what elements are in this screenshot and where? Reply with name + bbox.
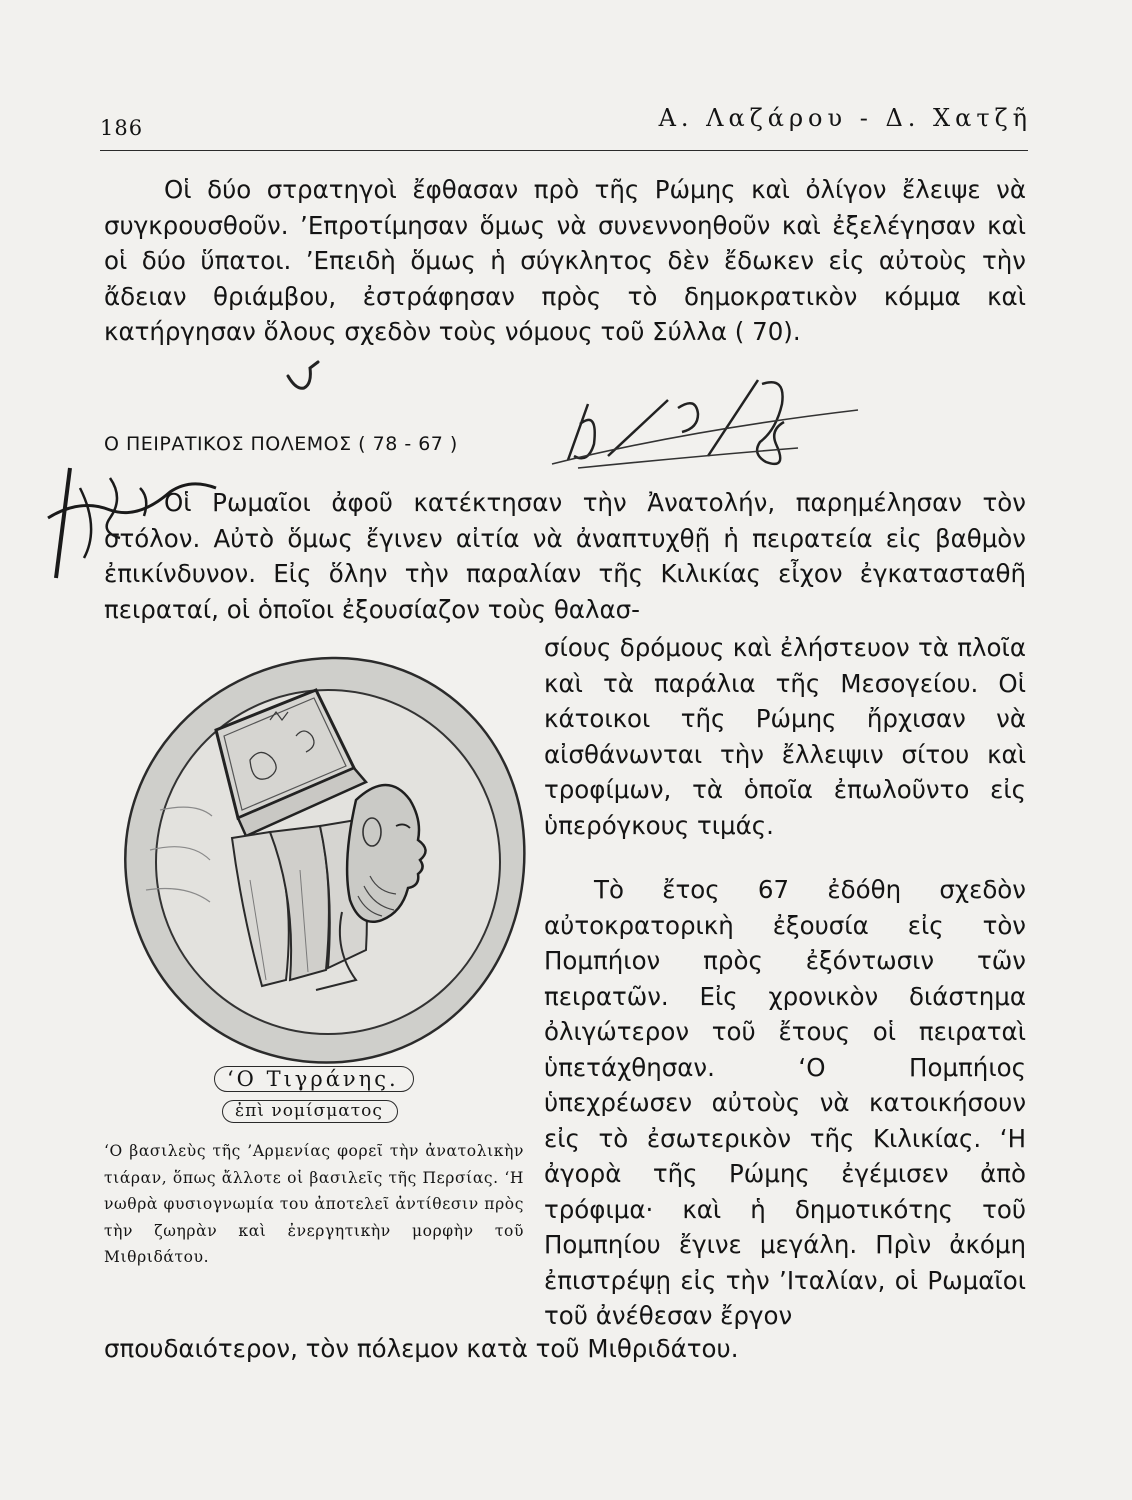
tigranes-coin-illustration [120,650,540,1080]
paragraph-1: Οἱ δύο στρατηγοὶ ἔφθασαν πρὸ τῆς Ρώμης καὶ ὀλίγον ἔλειψε νὰ συγκρουσθοῦν. ’Επροτίμησαν ὅμως νὰ συνεννοηθοῦν καὶ ἐξελέγησαν καὶ οἱ δύο ὕπατοι. ’Επειδὴ ὅμως ἡ σύγκλητος δὲν ἔδωκεν εἰς αὐτοὺς τὴν ἄδειαν θριάμβου, ἐστράφησαν πρὸς τὸ δημοκρατικὸν κόμμα καὶ κατήργησαν ὅλους σχεδὸν τοὺς νόμους τοῦ Σύλλα ( 70). [104,175,1026,346]
paragraph-2-full-width: Οἱ Ρωμαῖοι ἀφοῦ κατέκτησαν τὴν Ἀνατολήν, παρημέλησαν τὸν στόλον. Αὐτὸ ὅμως ἔγινεν αἰτία νὰ ἀναπτυχθῇ ἡ πειρατεία εἰς βαθμὸν ἐπικίνδυνον. Εἰς ὅλην τὴν παραλίαν τῆς Κιλικίας εἶχον ἐγκατασταθῆ πειραταί, οἱ ὁποῖοι ἐξουσίαζον τοὺς θαλασ- [104,488,1026,624]
section-heading: Ο ΠΕΙΡΑΤΙΚΟΣ ΠΟΛΕΜΟΣ ( 78 - 67 ) [104,433,458,455]
page-number: 186 [100,116,144,140]
running-head: Α. Λαζάρου - Δ. Χατζῆ [658,104,1032,132]
paragraph-3-beside-figure: Τὸ ἔτος 67 ἐδόθη σχεδὸν αὐτοκρατορικὴ ἐξουσία εἰς τὸν Πομπήιον πρὸς ἐξόντωσιν τῶν πειρατῶν. Εἰς χρονικὸν διάστημα ὀλιγώτερον τοῦ ἔτους οἱ πειραταὶ ὑπετάχθησαν. ‘Ο Πομπήιος ὑπεχρέωσεν αὐτοὺς νὰ κατοικήσουν εἰς τὸ ἐσωτερικὸν τῆς Κιλικίας. ‘Η ἀγορὰ τῆς Ρώμης ἐγέμισεν ἀπὸ τρόφιμα· καὶ ἡ δημοτικότης τοῦ Πομπηίου ἔγινε μεγάλη. Πρὶν ἀκόμη ἐπιστρέψῃ εἰς τὴν ’Ιταλίαν, οἱ Ρωμαῖοι τοῦ ἀνέθεσαν ἔργον [544,875,1026,1330]
handwritten-date-scribble [548,360,868,500]
header-rule [100,150,1028,151]
figure-caption: ‘Ο βασιλεὺς τῆς ’Αρμενίας φορεῖ τὴν ἀνατολικὴν τιάραν, ὅπως ἄλλοτε οἱ βασιλεῖς τῆς Περσίας. ‘Η νωθρὰ φυσιογνωμία του ἀποτελεῖ ἀντίθεσιν πρὸς τὴν ζωηρὰν καὶ ἐνεργητικὴν μορφὴν τοῦ Μιθριδάτου. [104,1142,524,1266]
handwritten-checkmark [282,358,322,398]
paragraph-2-beside-figure: σίους δρόμους καὶ ἐλήστευον τὰ πλοῖα καὶ τὰ παράλια τῆς Μεσογείου. Οἱ κάτοικοι τῆς Ρώμης ἤρχισαν νὰ αἰσθάνωνται τὴν ἔλλειψιν σίτου καὶ τροφίμων, τὰ ὁποῖα ἐπωλοῦντο εἰς ὑπερόγκους τιμάς. [544,633,1026,840]
paragraph-3-full-width: σπουδαιότερον, τὸν πόλεμον κατὰ τοῦ Μιθριδάτου. [104,1334,739,1363]
figure-label: ‘Ο Τιγράνης. [214,1066,414,1092]
figure-sublabel: ἐπὶ νομίσματος [222,1100,398,1123]
